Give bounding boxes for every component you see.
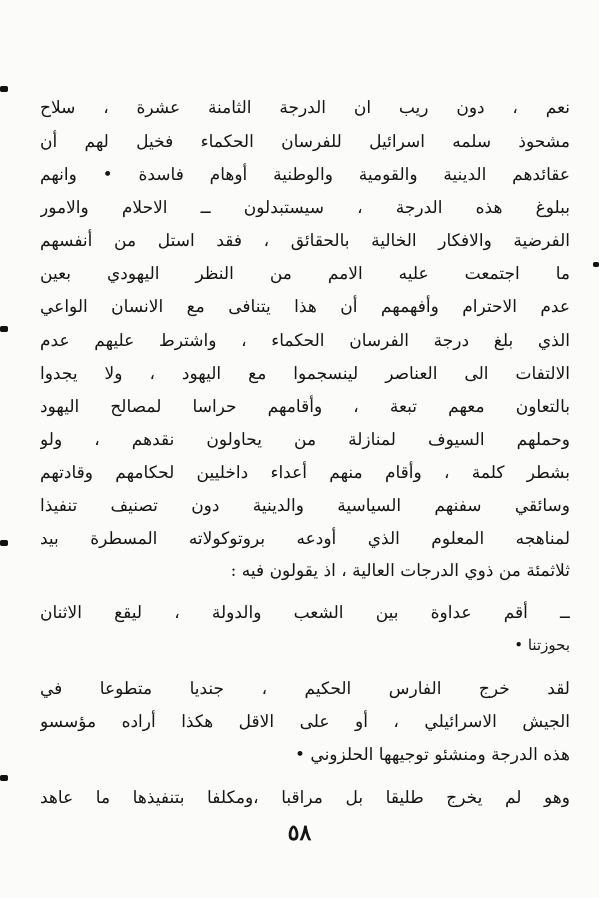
- text-line: وهو لم يخرج طليقا بل مراقبا ،ومكلفا بتنفيذها ما عاهد: [40, 788, 570, 808]
- page-number: ٥٨: [287, 820, 312, 846]
- text-line: نعم ، دون ريب ان الدرجة الثامنة عشرة ، سلاح: [40, 98, 570, 118]
- text-line: بحوزتنا •: [514, 636, 570, 654]
- text-line: مشحوذ سلمه اسرائيل للفرسان الحكماء فخيل لهم أن: [40, 132, 570, 152]
- text-line: الالتفات الى العناصر لينسجموا مع اليهود ، ولا يجدوا: [40, 364, 570, 384]
- text-line: الجيش الاسرائيلي ، أو على الاقل هكذا أراده مؤسسو: [40, 712, 570, 732]
- text-line: هذه الدرجة ومنشئو توجيهها الحلزوني •: [294, 745, 570, 765]
- text-line: وحملهم السيوف لمنازلة من يحاولون نقدهم ، ولو: [40, 430, 570, 450]
- text-line: لمناهجه المعلوم الذي أودعه بروتوكولاته المسطرة بيد: [40, 529, 570, 549]
- text-line: ثلاثمئة من ذوي الدرجات العالية ، اذ يقولون فيه :: [230, 561, 570, 581]
- text-line: بالتعاون معهم تبعة ، وأقامهم حراسا لمصالح اليهود: [40, 397, 570, 417]
- scan-edge-mark: [0, 326, 8, 332]
- text-line: عقائدهم الدينية والقومية والوطنية أوهام فاسدة • وانهم: [40, 165, 570, 185]
- text-line: بشطر كلمة ، وأقام منهم أعداء داخليين لحكامهم وقادتهم: [40, 463, 570, 483]
- text-line: ــ أقم عداوة بين الشعب والدولة ، ليقع الاثنان: [40, 603, 570, 623]
- text-line: عدم الاحترام وأفهمهم أن هذا يتنافى مع الانسان الواعي: [40, 297, 570, 317]
- text-line: لقد خرج الفارس الحكيم ، جنديا متطوعا في: [40, 679, 570, 699]
- text-line: وسائقي سفنهم السياسية والدينية دون تصنيف تنفيذا: [40, 496, 570, 516]
- scan-edge-mark: [593, 262, 599, 267]
- text-line: ببلوغ هذه الدرجة ، سيستبدلون ــ الاحلام والامور: [40, 198, 570, 218]
- text-line: ما اجتمعت عليه الامم من النظر اليهودي بعين: [40, 264, 570, 284]
- scan-edge-mark: [0, 540, 8, 546]
- text-line: الذي بلغ درجة الفرسان الحكماء ، واشترط عليهم عدم: [40, 331, 570, 351]
- scan-edge-mark: [0, 775, 8, 781]
- scan-edge-mark: [0, 86, 8, 92]
- text-line: الفرضية والافكار الخالية بالحقائق ، فقد استل من أنفسهم: [40, 231, 570, 251]
